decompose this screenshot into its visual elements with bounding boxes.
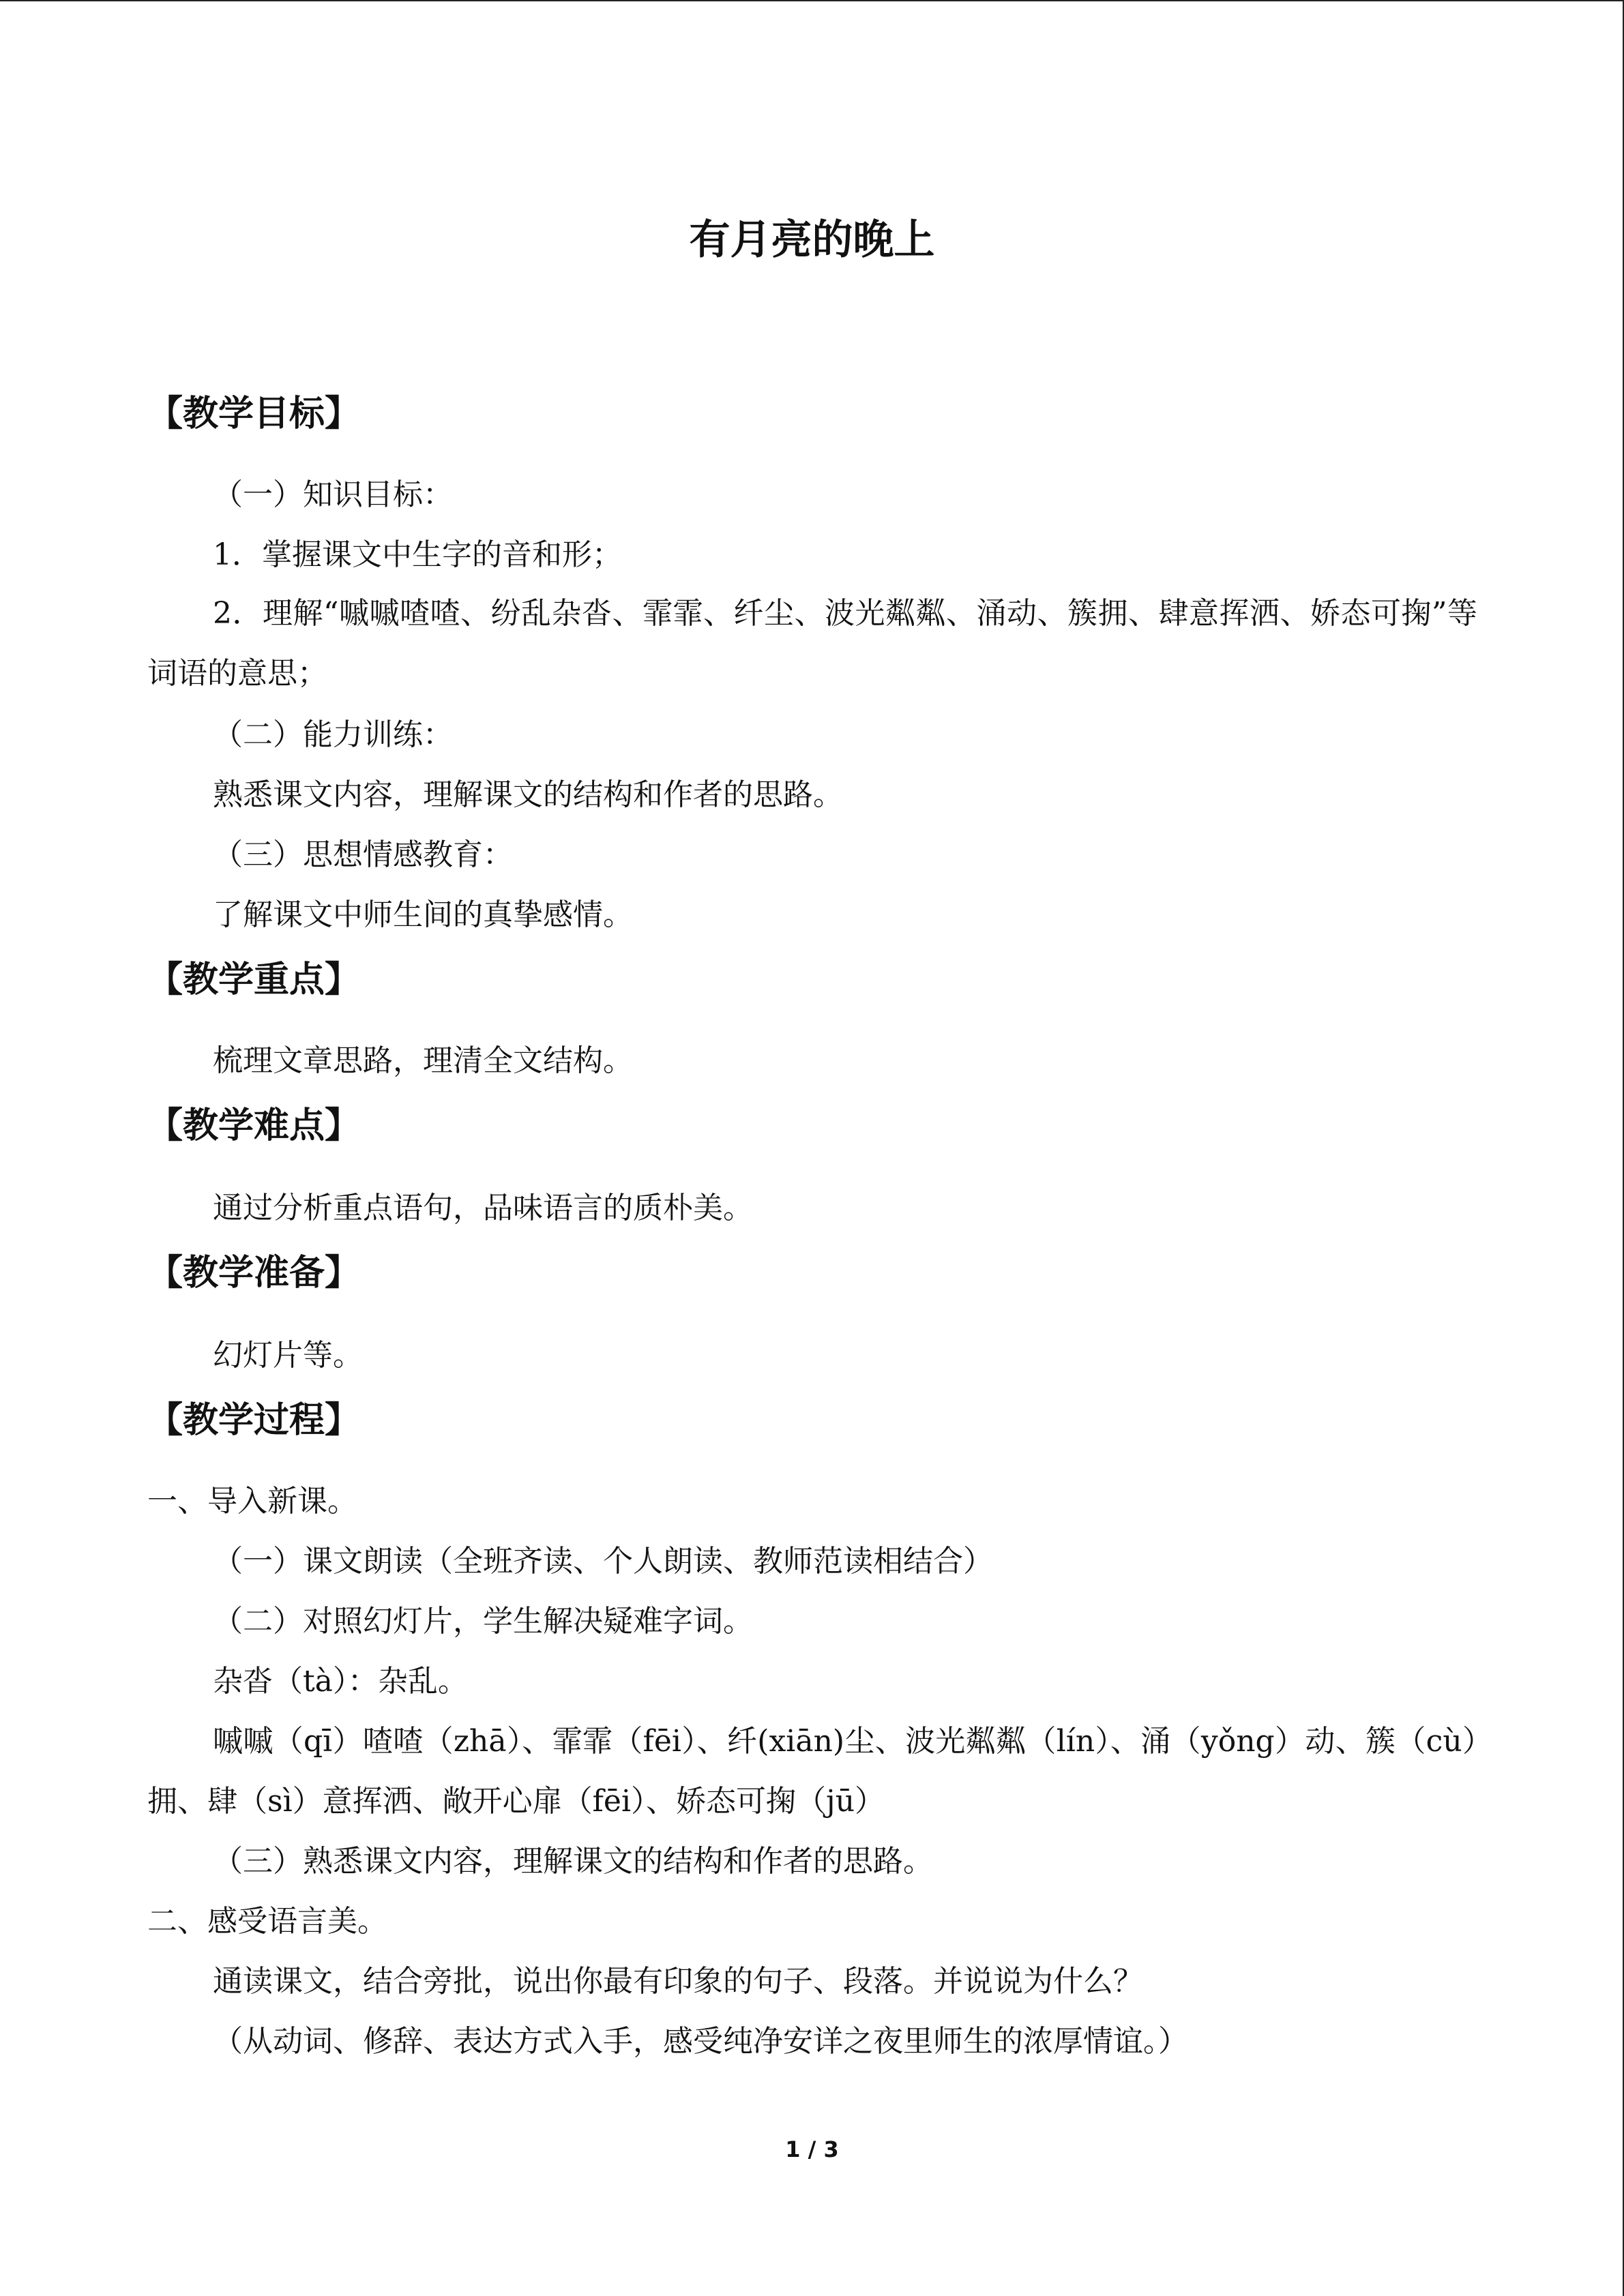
section-heading-key-points: 【教学重点】: [147, 959, 361, 1000]
section-heading-process: 【教学过程】: [147, 1400, 361, 1441]
process-step-1c: （三）熟悉课文内容，理解课文的结构和作者的思路。: [213, 1844, 933, 1879]
section-heading-difficulties: 【教学难点】: [147, 1105, 361, 1146]
knowledge-goal-label: （一）知识目标：: [213, 477, 453, 512]
process-step-1a: （一）课文朗读（全班齐读、个人朗读、教师范读相结合）: [213, 1544, 993, 1579]
emotion-goal-text: 了解课文中师生间的真挚感情。: [213, 897, 633, 932]
goal-item-1: 1．掌握课文中生字的音和形；: [213, 537, 622, 572]
process-step-2-title: 二、感受语言美。: [147, 1904, 387, 1939]
key-points-text: 梳理文章思路，理清全文结构。: [213, 1043, 633, 1078]
process-step-1-title: 一、导入新课。: [147, 1484, 357, 1519]
process-step-1b: （二）对照幻灯片，学生解决疑难字词。: [213, 1604, 753, 1639]
page-number: 1 / 3: [785, 2136, 839, 2162]
vocab-line-2: 嘁嘁（qī）喳喳（zhā）、霏霏（fēi）、纤(xiān)尘、波光粼粼（lín）、涌（yǒng）动、簇（cù）拥、肆（sì）意挥洒、敞开心扉（fēi）、娇态可掬（jū）: [147, 1724, 1477, 1819]
goal-item-2: 2．理解“嘁嘁喳喳、纷乱杂沓、霏霏、纤尘、波光粼粼、涌动、簇拥、肆意挥洒、娇态可掬”等词语的意思；: [147, 596, 1477, 691]
emotion-goal-label: （三）思想情感教育：: [213, 837, 513, 872]
difficulties-text: 通过分析重点语句，品味语言的质朴美。: [213, 1191, 753, 1225]
vocab-line-1: 杂沓（tà）：杂乱。: [213, 1664, 468, 1699]
document-title: 有月亮的晚上: [689, 216, 935, 264]
process-step-2a: 通读课文，结合旁批，说出你最有印象的句子、段落。并说说为什么？: [213, 1964, 1143, 1999]
section-heading-goals: 【教学目标】: [147, 393, 361, 434]
section-heading-preparation: 【教学准备】: [147, 1253, 361, 1294]
ability-goal-label: （二）能力训练：: [213, 717, 453, 752]
preparation-text: 幻灯片等。: [213, 1338, 363, 1373]
process-step-2b: （从动词、修辞、表达方式入手，感受纯净安详之夜里师生的浓厚情谊。）: [213, 2024, 1188, 2059]
ability-goal-text: 熟悉课文内容，理解课文的结构和作者的思路。: [213, 777, 843, 812]
